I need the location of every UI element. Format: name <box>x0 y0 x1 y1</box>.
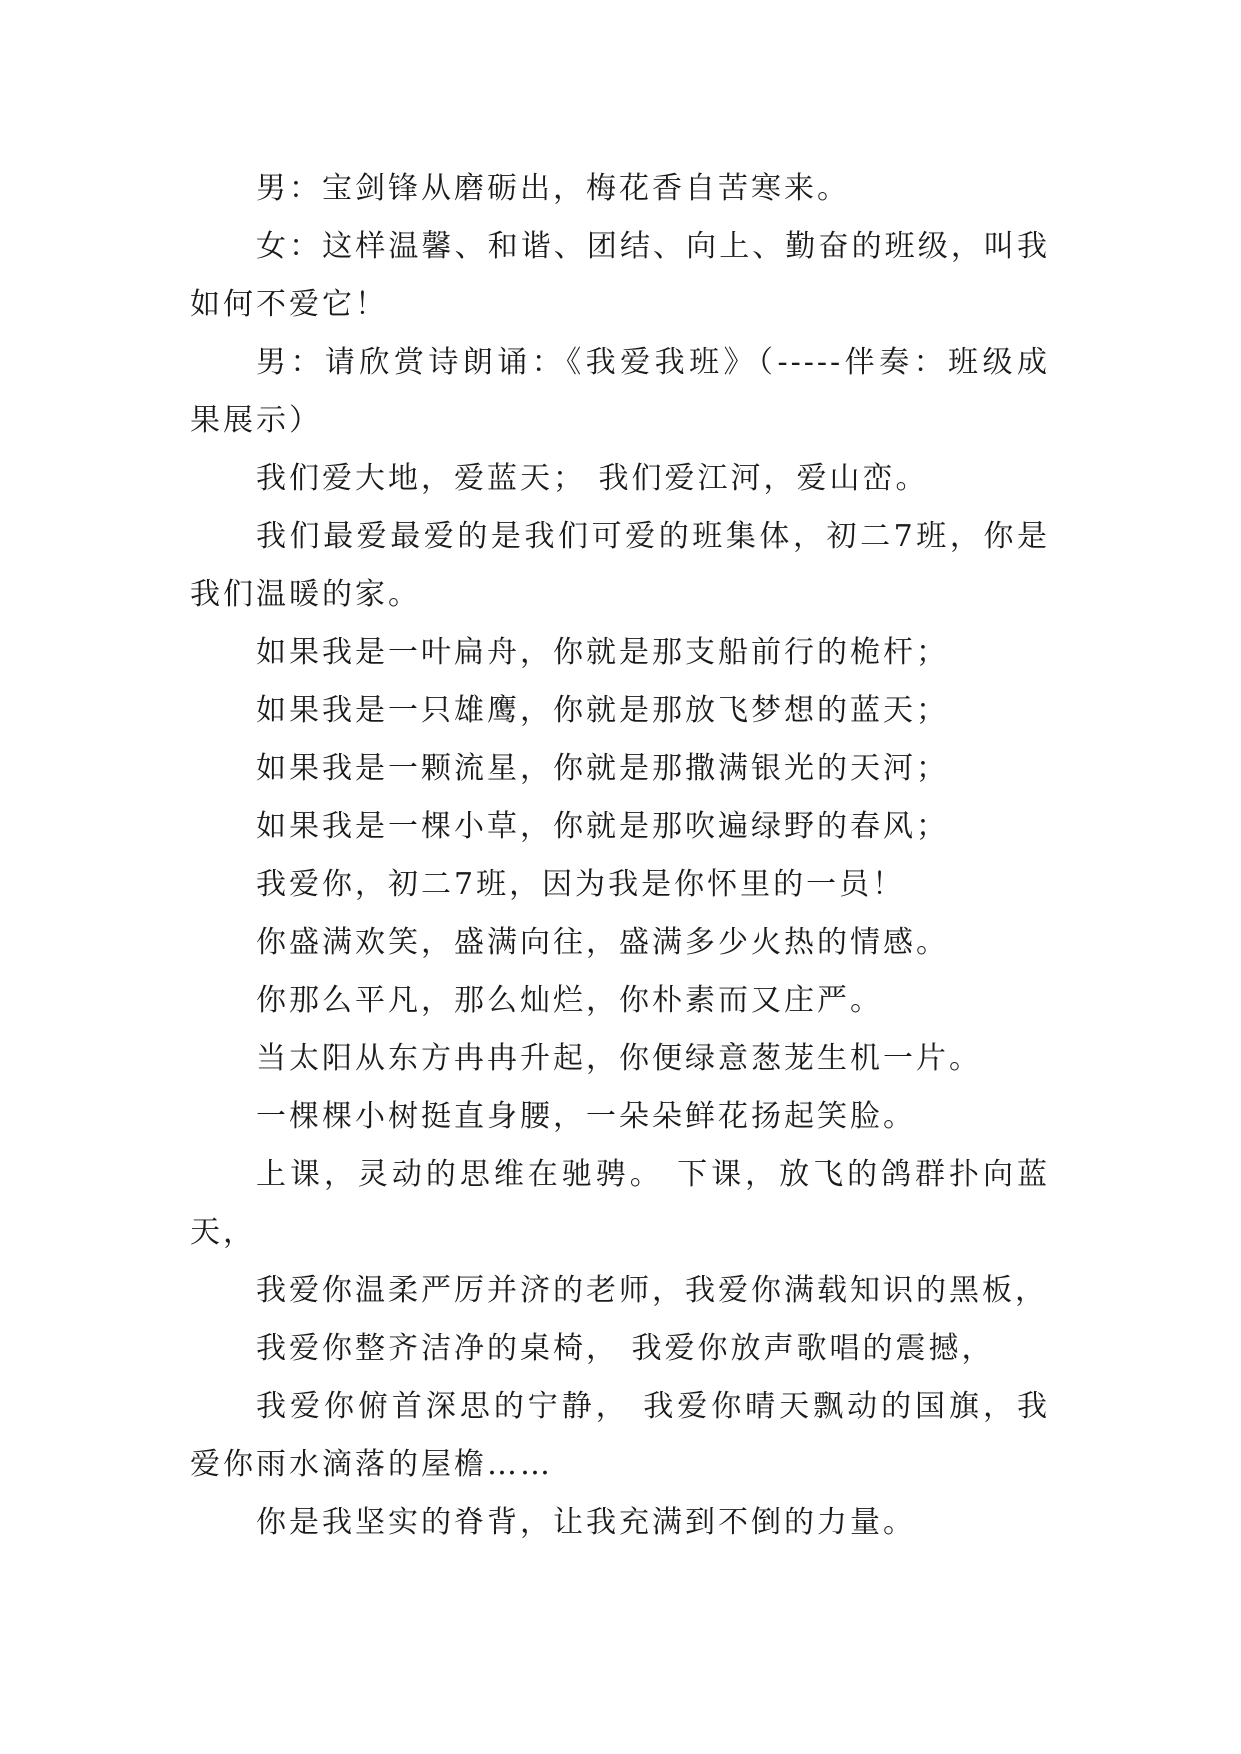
paragraph: 我们最爱最爱的是我们可爱的班集体，初二7班，你是我们温暖的家。 <box>190 519 1050 612</box>
paragraph: 我爱你俯首深思的宁静， 我爱你晴天飘动的国旗，我爱你雨水滴落的屋檐…… <box>190 1389 1050 1482</box>
paragraph: 我爱你整齐洁净的桌椅， 我爱你放声歌唱的震撼， <box>256 1331 995 1366</box>
paragraph: 男：宝剑锋从磨砺出，梅花香自苦寒来。 <box>256 171 850 206</box>
paragraph: 我们爱大地，爱蓝天； 我们爱江河，爱山峦。 <box>256 461 929 496</box>
paragraph: 男：请欣赏诗朗诵：《我爱我班》（-----伴奏：班级成果展示） <box>190 345 1050 438</box>
paragraph: 一棵棵小树挺直身腰，一朵朵鲜花扬起笑脸。 <box>256 1099 916 1134</box>
document-body <box>190 160 1050 1552</box>
paragraph: 你那么平凡，那么灿烂，你朴素而又庄严。 <box>256 983 883 1018</box>
paragraph: 如果我是一只雄鹰，你就是那放飞梦想的蓝天； <box>256 693 949 728</box>
paragraph: 上课，灵动的思维在驰骋。 下课，放飞的鸽群扑向蓝天， <box>190 1157 1050 1250</box>
paragraph: 如果我是一叶扁舟，你就是那支船前行的桅杆； <box>256 635 949 670</box>
paragraph: 你是我坚实的脊背，让我充满到不倒的力量。 <box>256 1505 916 1540</box>
paragraph: 我爱你温柔严厉并济的老师，我爱你满载知识的黑板， <box>256 1273 1048 1308</box>
paragraph: 你盛满欢笑，盛满向往，盛满多少火热的情感。 <box>256 925 949 960</box>
paragraph: 如果我是一颗流星，你就是那撒满银光的天河； <box>256 751 949 786</box>
paragraph: 当太阳从东方冉冉升起，你便绿意葱茏生机一片。 <box>256 1041 982 1076</box>
paragraph: 女：这样温馨、和谐、团结、向上、勤奋的班级，叫我如何不爱它！ <box>190 229 1050 322</box>
paragraph: 我爱你，初二7班，因为我是你怀里的一员！ <box>256 867 906 902</box>
paragraph: 如果我是一棵小草，你就是那吹遍绿野的春风； <box>256 809 949 844</box>
